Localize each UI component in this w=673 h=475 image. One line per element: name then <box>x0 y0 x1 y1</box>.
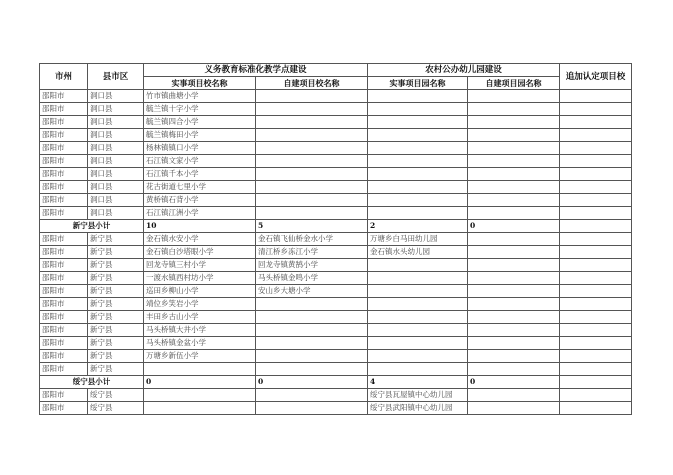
cell-self-built-school <box>256 389 368 402</box>
cell-self-built-kindergarten <box>468 389 560 402</box>
cell-self-built-kindergarten <box>468 363 560 376</box>
cell-self-built-kindergarten <box>468 129 560 142</box>
cell-additional-school <box>560 272 632 285</box>
cell-county: 洞口县 <box>88 103 144 116</box>
table-row <box>40 363 632 376</box>
cell-city: 邵阳市 <box>40 337 88 350</box>
cell-practical-school: 毓兰镇四合小学 <box>144 116 256 129</box>
cell-additional-school <box>560 337 632 350</box>
cell-practical-kindergarten <box>368 350 468 363</box>
cell-practical-kindergarten <box>368 116 468 129</box>
cell-practical-school: 毓兰镇梅田小学 <box>144 129 256 142</box>
cell-self-built-school <box>256 142 368 155</box>
table-row <box>40 116 632 129</box>
cell-county: 新宁县 <box>88 363 144 376</box>
cell-additional-school <box>560 142 632 155</box>
table-row <box>40 350 632 363</box>
cell-additional-school <box>560 194 632 207</box>
subtotal-c2: 5 <box>256 220 368 233</box>
table-row <box>40 168 632 181</box>
table-body <box>40 90 632 415</box>
cell-additional-school <box>560 233 632 246</box>
subtotal-c5 <box>560 376 632 389</box>
cell-city: 邵阳市 <box>40 389 88 402</box>
header-city: 市州 <box>40 64 88 90</box>
table-row <box>40 337 632 350</box>
cell-practical-kindergarten <box>368 155 468 168</box>
cell-self-built-school: 清江桥乡冻江小学 <box>256 246 368 259</box>
cell-additional-school <box>560 207 632 220</box>
cell-city: 邵阳市 <box>40 259 88 272</box>
cell-additional-school <box>560 259 632 272</box>
cell-additional-school <box>560 116 632 129</box>
cell-city: 邵阳市 <box>40 233 88 246</box>
cell-additional-school <box>560 285 632 298</box>
cell-practical-school: 万塘乡新伍小学 <box>144 350 256 363</box>
header-row-1 <box>40 64 632 77</box>
table-row <box>40 324 632 337</box>
header-practical-school-name: 实事项目校名称 <box>144 77 256 90</box>
cell-self-built-kindergarten <box>468 298 560 311</box>
spreadsheet <box>39 63 631 415</box>
cell-practical-school: 靖位乡笑岩小学 <box>144 298 256 311</box>
table-row <box>40 285 632 298</box>
cell-practical-kindergarten: 万塘乡白马田幼儿园 <box>368 233 468 246</box>
table-row <box>40 129 632 142</box>
table-row <box>40 389 632 402</box>
cell-practical-kindergarten <box>368 298 468 311</box>
header-additional-schools: 追加认定项目校 <box>560 64 632 90</box>
cell-self-built-school <box>256 324 368 337</box>
cell-self-built-kindergarten <box>468 324 560 337</box>
cell-self-built-kindergarten <box>468 116 560 129</box>
cell-practical-kindergarten <box>368 207 468 220</box>
cell-practical-school: 毓兰镇十字小学 <box>144 103 256 116</box>
cell-practical-school: 回龙寺镇三村小学 <box>144 259 256 272</box>
subtotal-row <box>40 376 632 389</box>
cell-practical-school: 黄桥镇石背小学 <box>144 194 256 207</box>
cell-self-built-school <box>256 350 368 363</box>
cell-city: 邵阳市 <box>40 298 88 311</box>
cell-self-built-school <box>256 207 368 220</box>
table-row <box>40 181 632 194</box>
project-table <box>39 63 632 415</box>
cell-self-built-school <box>256 116 368 129</box>
cell-self-built-kindergarten <box>468 402 560 415</box>
cell-practical-school <box>144 402 256 415</box>
cell-practical-kindergarten <box>368 337 468 350</box>
cell-self-built-kindergarten <box>468 285 560 298</box>
table-row <box>40 233 632 246</box>
subtotal-c4: 0 <box>468 220 560 233</box>
table-row <box>40 194 632 207</box>
cell-additional-school <box>560 129 632 142</box>
header-self-built-kindergarten-name: 自建项目园名称 <box>468 77 560 90</box>
table-row <box>40 272 632 285</box>
cell-self-built-kindergarten <box>468 233 560 246</box>
cell-practical-school: 石江镇千本小学 <box>144 168 256 181</box>
cell-practical-school: 马头桥镇金盆小学 <box>144 337 256 350</box>
cell-county: 新宁县 <box>88 285 144 298</box>
cell-additional-school <box>560 350 632 363</box>
cell-self-built-school <box>256 90 368 103</box>
cell-city: 邵阳市 <box>40 350 88 363</box>
subtotal-row <box>40 220 632 233</box>
cell-practical-kindergarten <box>368 311 468 324</box>
cell-practical-kindergarten <box>368 363 468 376</box>
subtotal-c3: 4 <box>368 376 468 389</box>
cell-self-built-school: 回龙寺镇黄鹄小学 <box>256 259 368 272</box>
cell-practical-kindergarten <box>368 272 468 285</box>
cell-self-built-school: 金石镇飞仙桥金水小学 <box>256 233 368 246</box>
cell-self-built-kindergarten <box>468 103 560 116</box>
cell-practical-school: 金石镇白沙塔眼小学 <box>144 246 256 259</box>
cell-self-built-kindergarten <box>468 207 560 220</box>
cell-additional-school <box>560 246 632 259</box>
subtotal-label: 绥宁县小计 <box>40 376 144 389</box>
cell-county: 新宁县 <box>88 259 144 272</box>
cell-self-built-kindergarten <box>468 168 560 181</box>
cell-self-built-school: 马头桥镇金鸣小学 <box>256 272 368 285</box>
cell-county: 新宁县 <box>88 298 144 311</box>
cell-county: 新宁县 <box>88 272 144 285</box>
cell-city: 邵阳市 <box>40 246 88 259</box>
subtotal-c2: 0 <box>256 376 368 389</box>
cell-self-built-school <box>256 298 368 311</box>
cell-county: 新宁县 <box>88 233 144 246</box>
cell-practical-school <box>144 363 256 376</box>
cell-practical-kindergarten <box>368 324 468 337</box>
table-row <box>40 311 632 324</box>
table-row <box>40 90 632 103</box>
cell-self-built-school <box>256 168 368 181</box>
cell-practical-kindergarten <box>368 129 468 142</box>
cell-practical-kindergarten: 绥宁县武阳镇中心幼儿园 <box>368 402 468 415</box>
cell-county: 新宁县 <box>88 311 144 324</box>
subtotal-c5 <box>560 220 632 233</box>
cell-additional-school <box>560 324 632 337</box>
cell-additional-school <box>560 90 632 103</box>
cell-additional-school <box>560 155 632 168</box>
cell-additional-school <box>560 298 632 311</box>
cell-practical-kindergarten <box>368 90 468 103</box>
cell-county: 洞口县 <box>88 155 144 168</box>
cell-additional-school <box>560 363 632 376</box>
cell-county: 洞口县 <box>88 116 144 129</box>
cell-self-built-kindergarten <box>468 246 560 259</box>
subtotal-c4: 0 <box>468 376 560 389</box>
cell-self-built-kindergarten <box>468 272 560 285</box>
cell-practical-kindergarten <box>368 103 468 116</box>
cell-city: 邵阳市 <box>40 168 88 181</box>
cell-city: 邵阳市 <box>40 116 88 129</box>
cell-city: 邵阳市 <box>40 324 88 337</box>
cell-practical-kindergarten: 金石镇水头幼儿园 <box>368 246 468 259</box>
cell-county: 新宁县 <box>88 337 144 350</box>
cell-self-built-kindergarten <box>468 194 560 207</box>
cell-self-built-school <box>256 311 368 324</box>
cell-county: 新宁县 <box>88 350 144 363</box>
cell-county: 新宁县 <box>88 246 144 259</box>
table-row <box>40 103 632 116</box>
cell-additional-school <box>560 103 632 116</box>
cell-practical-school <box>144 389 256 402</box>
cell-practical-kindergarten <box>368 194 468 207</box>
cell-city: 邵阳市 <box>40 181 88 194</box>
table-row <box>40 259 632 272</box>
cell-additional-school <box>560 389 632 402</box>
cell-additional-school <box>560 402 632 415</box>
cell-city: 邵阳市 <box>40 207 88 220</box>
cell-self-built-school <box>256 155 368 168</box>
subtotal-label: 新宁县小计 <box>40 220 144 233</box>
cell-city: 邵阳市 <box>40 363 88 376</box>
cell-additional-school <box>560 181 632 194</box>
cell-self-built-kindergarten <box>468 259 560 272</box>
cell-self-built-school <box>256 194 368 207</box>
cell-self-built-kindergarten <box>468 90 560 103</box>
cell-self-built-kindergarten <box>468 142 560 155</box>
cell-county: 洞口县 <box>88 129 144 142</box>
table-row <box>40 246 632 259</box>
cell-self-built-school <box>256 103 368 116</box>
table-row <box>40 402 632 415</box>
subtotal-c1: 0 <box>144 376 256 389</box>
cell-city: 邵阳市 <box>40 103 88 116</box>
cell-city: 邵阳市 <box>40 90 88 103</box>
cell-county: 洞口县 <box>88 181 144 194</box>
header-county: 县市区 <box>88 64 144 90</box>
cell-county: 绥宁县 <box>88 389 144 402</box>
header-group-kindergarten: 农村公办幼儿园建设 <box>368 64 560 77</box>
cell-additional-school <box>560 168 632 181</box>
cell-city: 邵阳市 <box>40 402 88 415</box>
cell-practical-kindergarten <box>368 142 468 155</box>
cell-self-built-kindergarten <box>468 311 560 324</box>
cell-practical-school: 金石镇水安小学 <box>144 233 256 246</box>
cell-county: 绥宁县 <box>88 402 144 415</box>
cell-practical-school: 花古街道七里小学 <box>144 181 256 194</box>
table-row <box>40 298 632 311</box>
subtotal-c3: 2 <box>368 220 468 233</box>
header-self-built-school-name: 自建项目校名称 <box>256 77 368 90</box>
cell-county: 新宁县 <box>88 324 144 337</box>
cell-self-built-school <box>256 337 368 350</box>
subtotal-c1: 10 <box>144 220 256 233</box>
cell-city: 邵阳市 <box>40 142 88 155</box>
table-row <box>40 155 632 168</box>
cell-self-built-school: 安山乡大塘小学 <box>256 285 368 298</box>
cell-self-built-kindergarten <box>468 181 560 194</box>
cell-self-built-kindergarten <box>468 337 560 350</box>
cell-practical-school: 丰田乡古山小学 <box>144 311 256 324</box>
header-group-compulsory-education: 义务教育标准化教学点建设 <box>144 64 368 77</box>
table-row <box>40 207 632 220</box>
cell-county: 洞口县 <box>88 194 144 207</box>
cell-practical-kindergarten: 绥宁县瓦屋镇中心幼儿园 <box>368 389 468 402</box>
table-row <box>40 142 632 155</box>
cell-county: 洞口县 <box>88 207 144 220</box>
cell-additional-school <box>560 311 632 324</box>
cell-self-built-school <box>256 129 368 142</box>
cell-practical-school: 一渡水镇西村坊小学 <box>144 272 256 285</box>
cell-practical-kindergarten <box>368 181 468 194</box>
cell-city: 邵阳市 <box>40 129 88 142</box>
cell-practical-school: 石江镇江洲小学 <box>144 207 256 220</box>
cell-self-built-school <box>256 181 368 194</box>
cell-city: 邵阳市 <box>40 194 88 207</box>
cell-city: 邵阳市 <box>40 285 88 298</box>
cell-practical-kindergarten <box>368 259 468 272</box>
cell-self-built-school <box>256 363 368 376</box>
cell-self-built-kindergarten <box>468 155 560 168</box>
cell-practical-school: 竹市镇曲塘小学 <box>144 90 256 103</box>
cell-practical-kindergarten <box>368 285 468 298</box>
cell-county: 洞口县 <box>88 168 144 181</box>
cell-practical-school: 巡田乡柳山小学 <box>144 285 256 298</box>
cell-county: 洞口县 <box>88 90 144 103</box>
cell-practical-school: 杨林镇镇口小学 <box>144 142 256 155</box>
cell-practical-school: 石江镇文家小学 <box>144 155 256 168</box>
cell-practical-school: 马头桥镇大井小学 <box>144 324 256 337</box>
cell-county: 洞口县 <box>88 142 144 155</box>
cell-practical-kindergarten <box>368 168 468 181</box>
cell-self-built-kindergarten <box>468 350 560 363</box>
cell-city: 邵阳市 <box>40 155 88 168</box>
header-practical-kindergarten-name: 实事项目园名称 <box>368 77 468 90</box>
cell-city: 邵阳市 <box>40 311 88 324</box>
cell-self-built-school <box>256 402 368 415</box>
cell-city: 邵阳市 <box>40 272 88 285</box>
